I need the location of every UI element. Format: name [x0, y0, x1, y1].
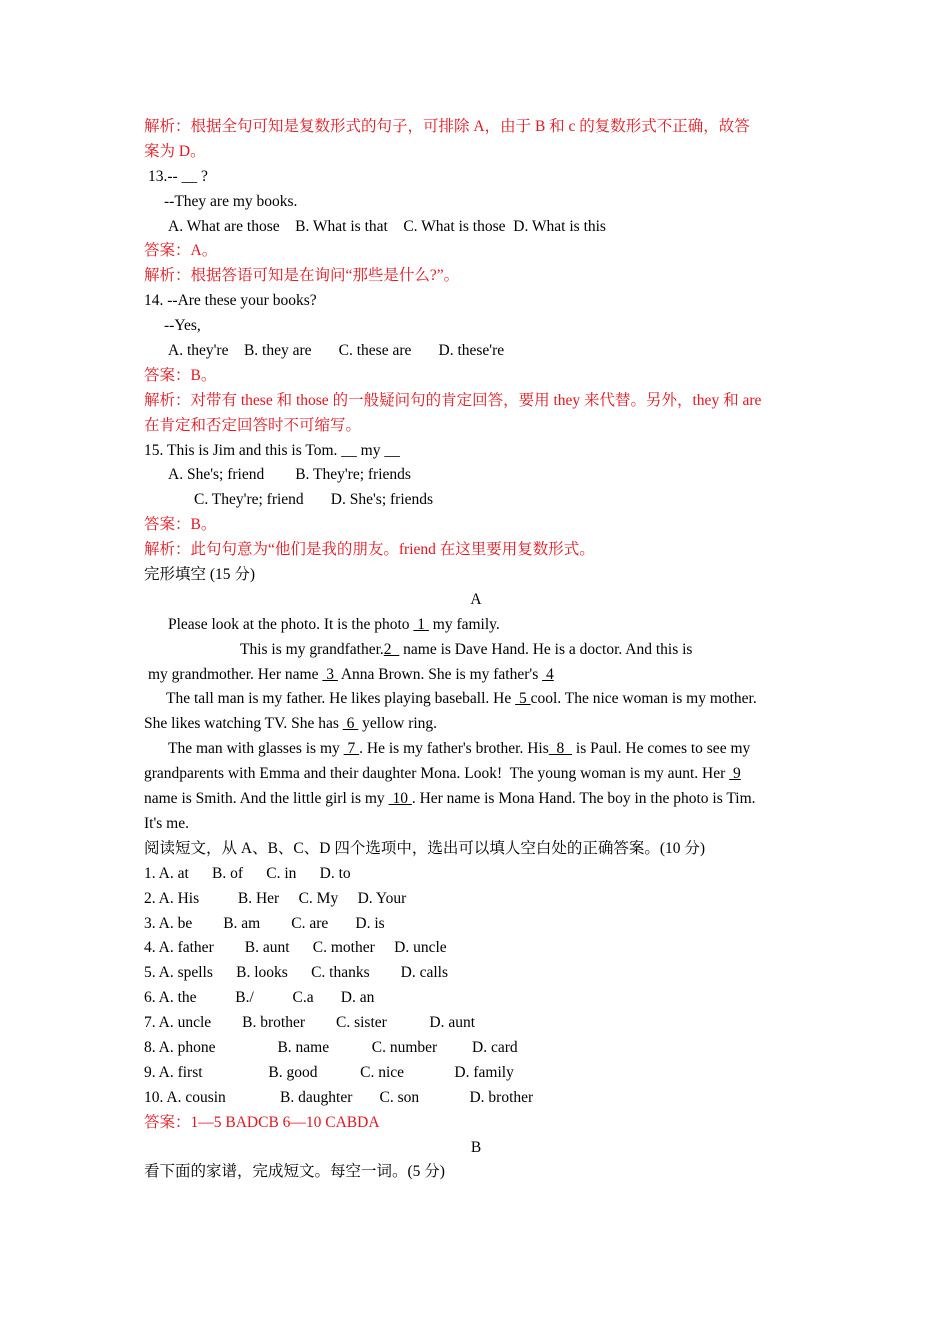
blank-1: 1: [413, 615, 429, 633]
q13-explanation: 解析：根据答语可知是在询问“那些是什么?”。: [144, 267, 460, 285]
q15-options-2: C. They're; friend D. She's; friends: [194, 491, 434, 509]
q14-explanation-line-1: 解析：对带有 these 和 those 的一般疑问句的肯定回答，要用 they 来代替。另外，they 和 are: [144, 391, 762, 409]
passage-line-5: [144, 712, 808, 737]
passage-line-6: [144, 737, 808, 762]
passage-text: She likes watching TV. She has: [144, 715, 343, 733]
document-page: [144, 115, 808, 1185]
cloze-heading: 完形填空 (15 分): [144, 566, 256, 584]
passage-text: grandparents with Emma and their daughter Mona. Look! The young woman is my aunt. Her: [144, 765, 730, 783]
passage-line-8: [144, 787, 808, 812]
option-row-10: 10. A. cousin B. daughter C. son D. brother: [144, 1088, 534, 1106]
option-row-1: 1. A. at B. of C. in D. to: [144, 864, 351, 882]
q14-options: A. they're B. they are C. these are D. these're: [168, 342, 505, 360]
blank-10: 10: [388, 790, 412, 808]
blank-4: 4: [542, 665, 554, 683]
option-row-5: 5. A. spells B. looks C. thanks D. calls: [144, 964, 448, 982]
option-row-7: 7. A. uncle B. brother C. sister D. aunt: [144, 1014, 476, 1032]
blank-8: 8: [548, 740, 573, 758]
cloze-section-b: B: [470, 1138, 482, 1156]
option-row-4: 4. A. father B. aunt C. mother D. uncle: [144, 939, 447, 957]
q15-explanation: 解析：此句句意为“他们是我的朋友。friend 在这里要用复数形式。: [144, 541, 595, 559]
cloze-section-a: A: [470, 590, 482, 608]
passage-text: . Her name is Mona Hand. The boy in the photo is Tim.: [411, 790, 756, 808]
q13-stem: 13.-- __ ?: [148, 167, 208, 185]
passage-text: This is my grandfather.: [240, 640, 384, 658]
option-row-9: 9. A. first B. good C. nice D. family: [144, 1063, 514, 1081]
option-row-8: 8. A. phone B. name C. number D. card: [144, 1038, 518, 1056]
blank-3: 3: [322, 665, 338, 683]
cloze-answer: 答案：1—5 BADCB 6—10 CABDA: [144, 1113, 380, 1131]
passage-line-1: [144, 613, 808, 638]
explanation-12-line-1: 解析：根据全句可知是复数形式的句子，可排除 A，由于 B 和 c 的复数形式不正确，故答: [144, 118, 750, 135]
q14-explanation-line-2: 在肯定和否定回答时不可缩写。: [144, 416, 362, 434]
option-row-2: 2. A. His B. Her C. My D. Your: [144, 889, 407, 907]
blank-9: 9: [729, 765, 741, 783]
cloze-instruction: 阅读短文，从 A、B、C、D 四个选项中，选出可以填人空白处的正确答案。(10 分): [144, 839, 706, 857]
passage-line-2: [144, 638, 808, 663]
passage-text: yellow ring.: [358, 715, 438, 733]
option-row-3: 3. A. be B. am C. are D. is: [144, 914, 385, 932]
blank-5: 5: [515, 690, 531, 708]
passage-text: Please look at the photo. It is the photo: [168, 615, 414, 633]
passage-line-9: It's me.: [144, 814, 189, 832]
passage-text: my family.: [428, 615, 500, 633]
q14-stem: 14. --Are these your books?: [144, 292, 317, 310]
passage-text: Anna Brown. She is my father's: [337, 665, 543, 683]
blank-2: 2: [383, 640, 400, 658]
passage-line-4: [144, 687, 808, 712]
q15-stem: 15. This is Jim and this is Tom. __ my __: [144, 441, 400, 459]
blank-7: 7: [343, 740, 360, 758]
q14-answer: 答案：B。: [144, 366, 217, 384]
passage-text: . He is my father's brother. His: [359, 740, 549, 758]
q13-reply: --They are my books.: [164, 192, 298, 210]
passage-text: The tall man is my father. He likes playing baseball. He: [166, 690, 516, 708]
q13-options: A. What are those B. What is that C. What is those D. What is this: [168, 217, 606, 235]
blank-6: 6: [342, 715, 359, 733]
passage-text: name is Smith. And the little girl is my: [144, 790, 389, 808]
q15-options-1: A. She's; friend B. They're; friends: [168, 466, 411, 484]
option-row-6: 6. A. the B./ C.a D. an: [144, 989, 375, 1007]
passage-line-7: [144, 762, 808, 787]
passage-text: The man with glasses is my: [168, 740, 344, 758]
passage-text: name is Dave Hand. He is a doctor. And this is: [399, 640, 693, 658]
passage-text: cool. The nice woman is my mother.: [530, 690, 757, 708]
passage-text: is Paul. He comes to see my: [572, 740, 751, 758]
passage-text: my grandmother. Her name: [148, 665, 323, 683]
passage-line-3: [144, 663, 808, 688]
cloze-instruction-b: 看下面的家谱，完成短文。每空一词。(5 分): [144, 1163, 445, 1181]
q15-answer: 答案：B。: [144, 516, 217, 534]
explanation-12-line-2: 案为 D。: [144, 142, 206, 160]
q13-answer: 答案：A。: [144, 242, 218, 260]
q14-reply: --Yes,: [164, 317, 201, 335]
